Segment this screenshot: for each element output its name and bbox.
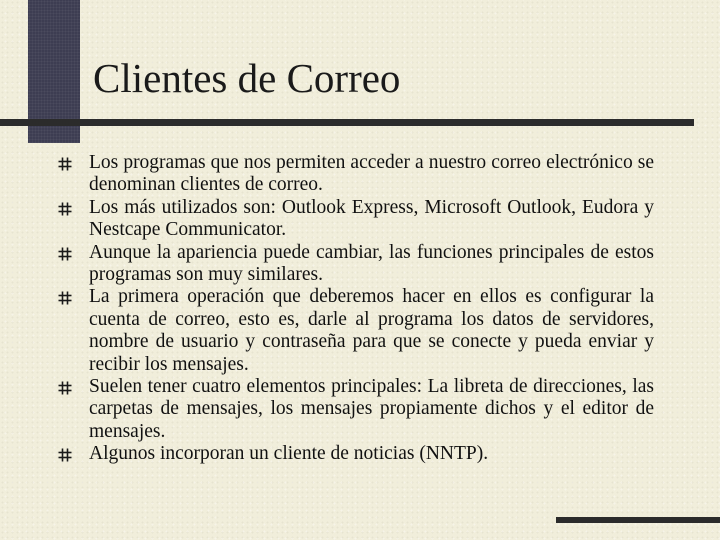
footer-divider <box>556 517 720 523</box>
hash-bullet-icon <box>58 448 72 462</box>
hash-bullet-icon <box>58 157 72 171</box>
bullet-text: Suelen tener cuatro elementos principales: La libreta de direcciones, las carpetas de mensajes, los mensajes propiamente dichos y el editor de mensajes. <box>89 376 654 442</box>
hash-bullet-icon <box>58 247 72 261</box>
bullet-text: Algunos incorporan un cliente de noticias (NNTP). <box>89 443 489 465</box>
bullet-list <box>56 152 654 466</box>
bullet-item <box>56 152 654 197</box>
bullet-text: Aunque la apariencia puede cambiar, las funciones principales de estos programas son muy similares. <box>89 241 654 286</box>
slide-title: Clientes de Correo <box>93 55 401 101</box>
bullet-item <box>56 242 654 287</box>
bullet-text: La primera operación que deberemos hacer en ellos es configurar la cuenta de correo, esto es, darle al programa los datos de servidores, nombre de usuario y contraseña para que se conecte y pueda enviar y recibir los mensajes. <box>89 286 654 375</box>
bullet-text: Los más utilizados son: Outlook Express, Microsoft Outlook, Eudora y Nestcape Communicator. <box>89 196 654 241</box>
bullet-item <box>56 376 654 443</box>
hash-bullet-icon <box>58 291 72 305</box>
title-divider <box>0 119 694 126</box>
bullet-text-end: . <box>318 174 323 196</box>
hash-bullet-icon <box>58 202 72 216</box>
bullet-text-bold: clientes de correo <box>180 174 319 196</box>
bullet-text: Los programas que nos permiten acceder a nuestro correo electrónico se denominan <box>89 152 654 196</box>
bullet-item <box>56 286 654 376</box>
hash-bullet-icon <box>58 381 72 395</box>
bullet-item <box>56 197 654 242</box>
bullet-item <box>56 443 654 465</box>
